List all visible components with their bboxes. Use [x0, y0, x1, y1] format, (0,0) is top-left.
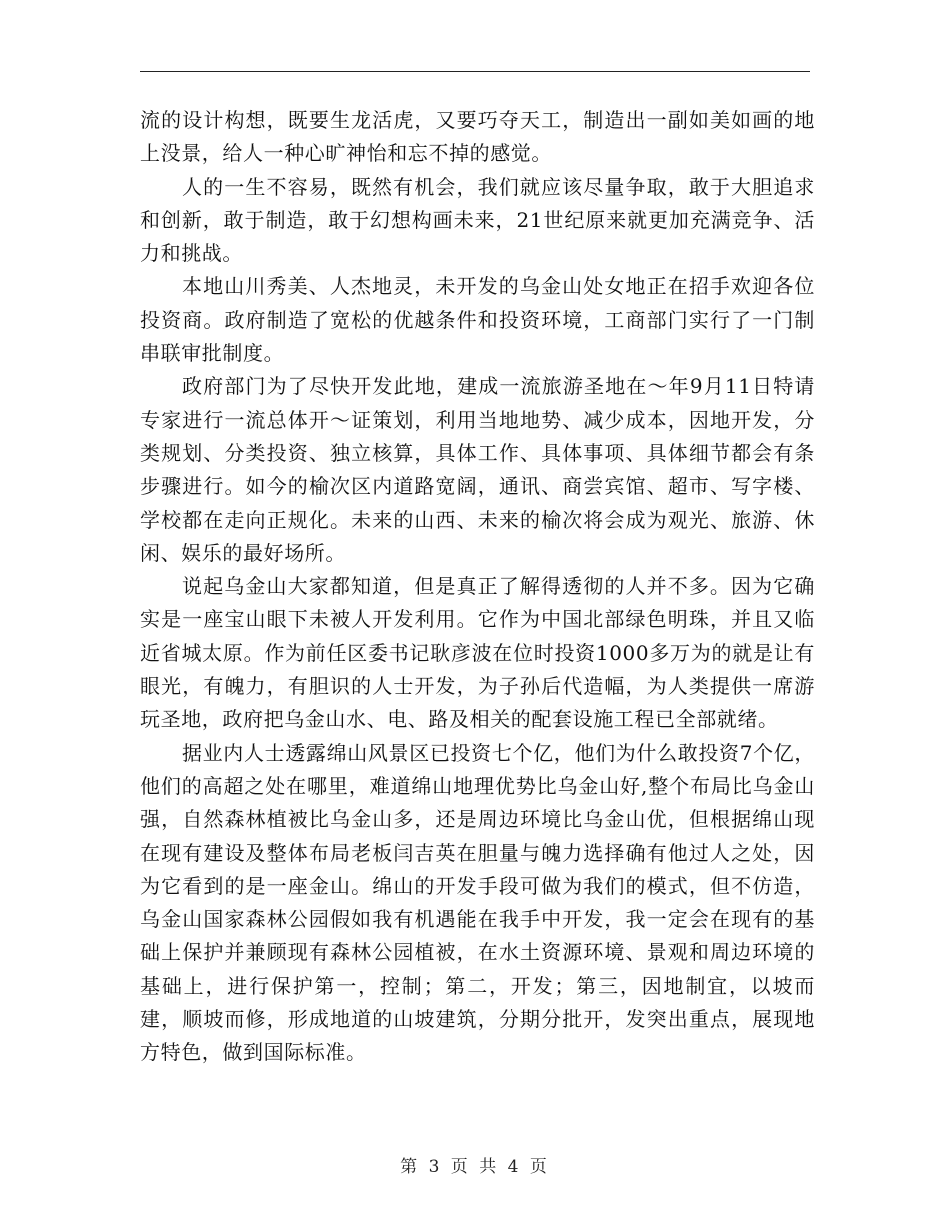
paragraph-2: 人的一生不容易，既然有机会，我们就应该尽量争取，敢于大胆追求和创新，敢于制造，敢于幻想构画未来，21世纪原来就更加充满竞争、活力和挑战。 [140, 174, 815, 266]
paragraph-3: 本地山川秀美、人杰地灵，未开发的乌金山处女地正在招手欢迎各位投资商。政府制造了宽松的优越条件和投资环境，工商部门实行了一门制串联审批制度。 [140, 274, 815, 366]
document-body [140, 104, 815, 1070]
header-rule [140, 71, 810, 72]
paragraph-5: 说起乌金山大家都知道，但是真正了解得透彻的人并不多。因为它确实是一座宝山眼下未被人开发利用。它作为中国北部绿色明珠，并且又临近省城太原。作为前任区委书记耿彦波在位时投资1000多万为的就是让有眼光，有魄力，有胆识的人士开发，为子孙后代造幅，为人类提供一席游玩圣地，政府把乌金山水、电、路及相关的配套设施工程已全部就绪。 [140, 574, 815, 732]
paragraph-4: 政府部门为了尽快开发此地，建成一流旅游圣地在～年9月11日特请专家进行一流总体开～证策划，利用当地地势、减少成本，因地开发，分类规划、分类投资、独立核算，具体工作、具体事项、具体细节都会有条步骤进行。如今的榆次区内道路宽阔，通讯、商尝宾馆、超市、写字楼、学校都在走向正规化。未来的山西、未来的榆次将会成为观光、旅游、休闲、娱乐的最好场所。 [140, 374, 815, 565]
paragraph-6: 据业内人士透露绵山风景区已投资七个亿，他们为什么敢投资7个亿，他们的高超之处在哪里，难道绵山地理优势比乌金山好,整个布局比乌金山强，自然森林植被比乌金山多，还是周边环境比乌金山优，但根据绵山现在现有建设及整体布局老板闫吉英在胆量与魄力选择确有他过人之处，因为它看到的是一座金山。绵山的开发手段可做为我们的模式，但不仿造，乌金山国家森林公园假如我有机遇能在我手中开发，我一定会在现有的基础上保护并兼顾现有森林公园植被，在水土资源环境、景观和周边环境的基础上，进行保护第一，控制；第二，开发；第三，因地制宜，以坡而建，顺坡而修，形成地道的山坡建筑，分期分批开，发突出重点，展现地方特色，做到国际标准。 [140, 740, 815, 1065]
page-number-footer: 第 3 页 共 4 页 [400, 1157, 550, 1177]
paragraph-1: 流的设计构想，既要生龙活虎，又要巧夺天工，制造出一副如美如画的地上没景，给人一种心旷神怡和忘不掉的感觉。 [140, 108, 815, 166]
